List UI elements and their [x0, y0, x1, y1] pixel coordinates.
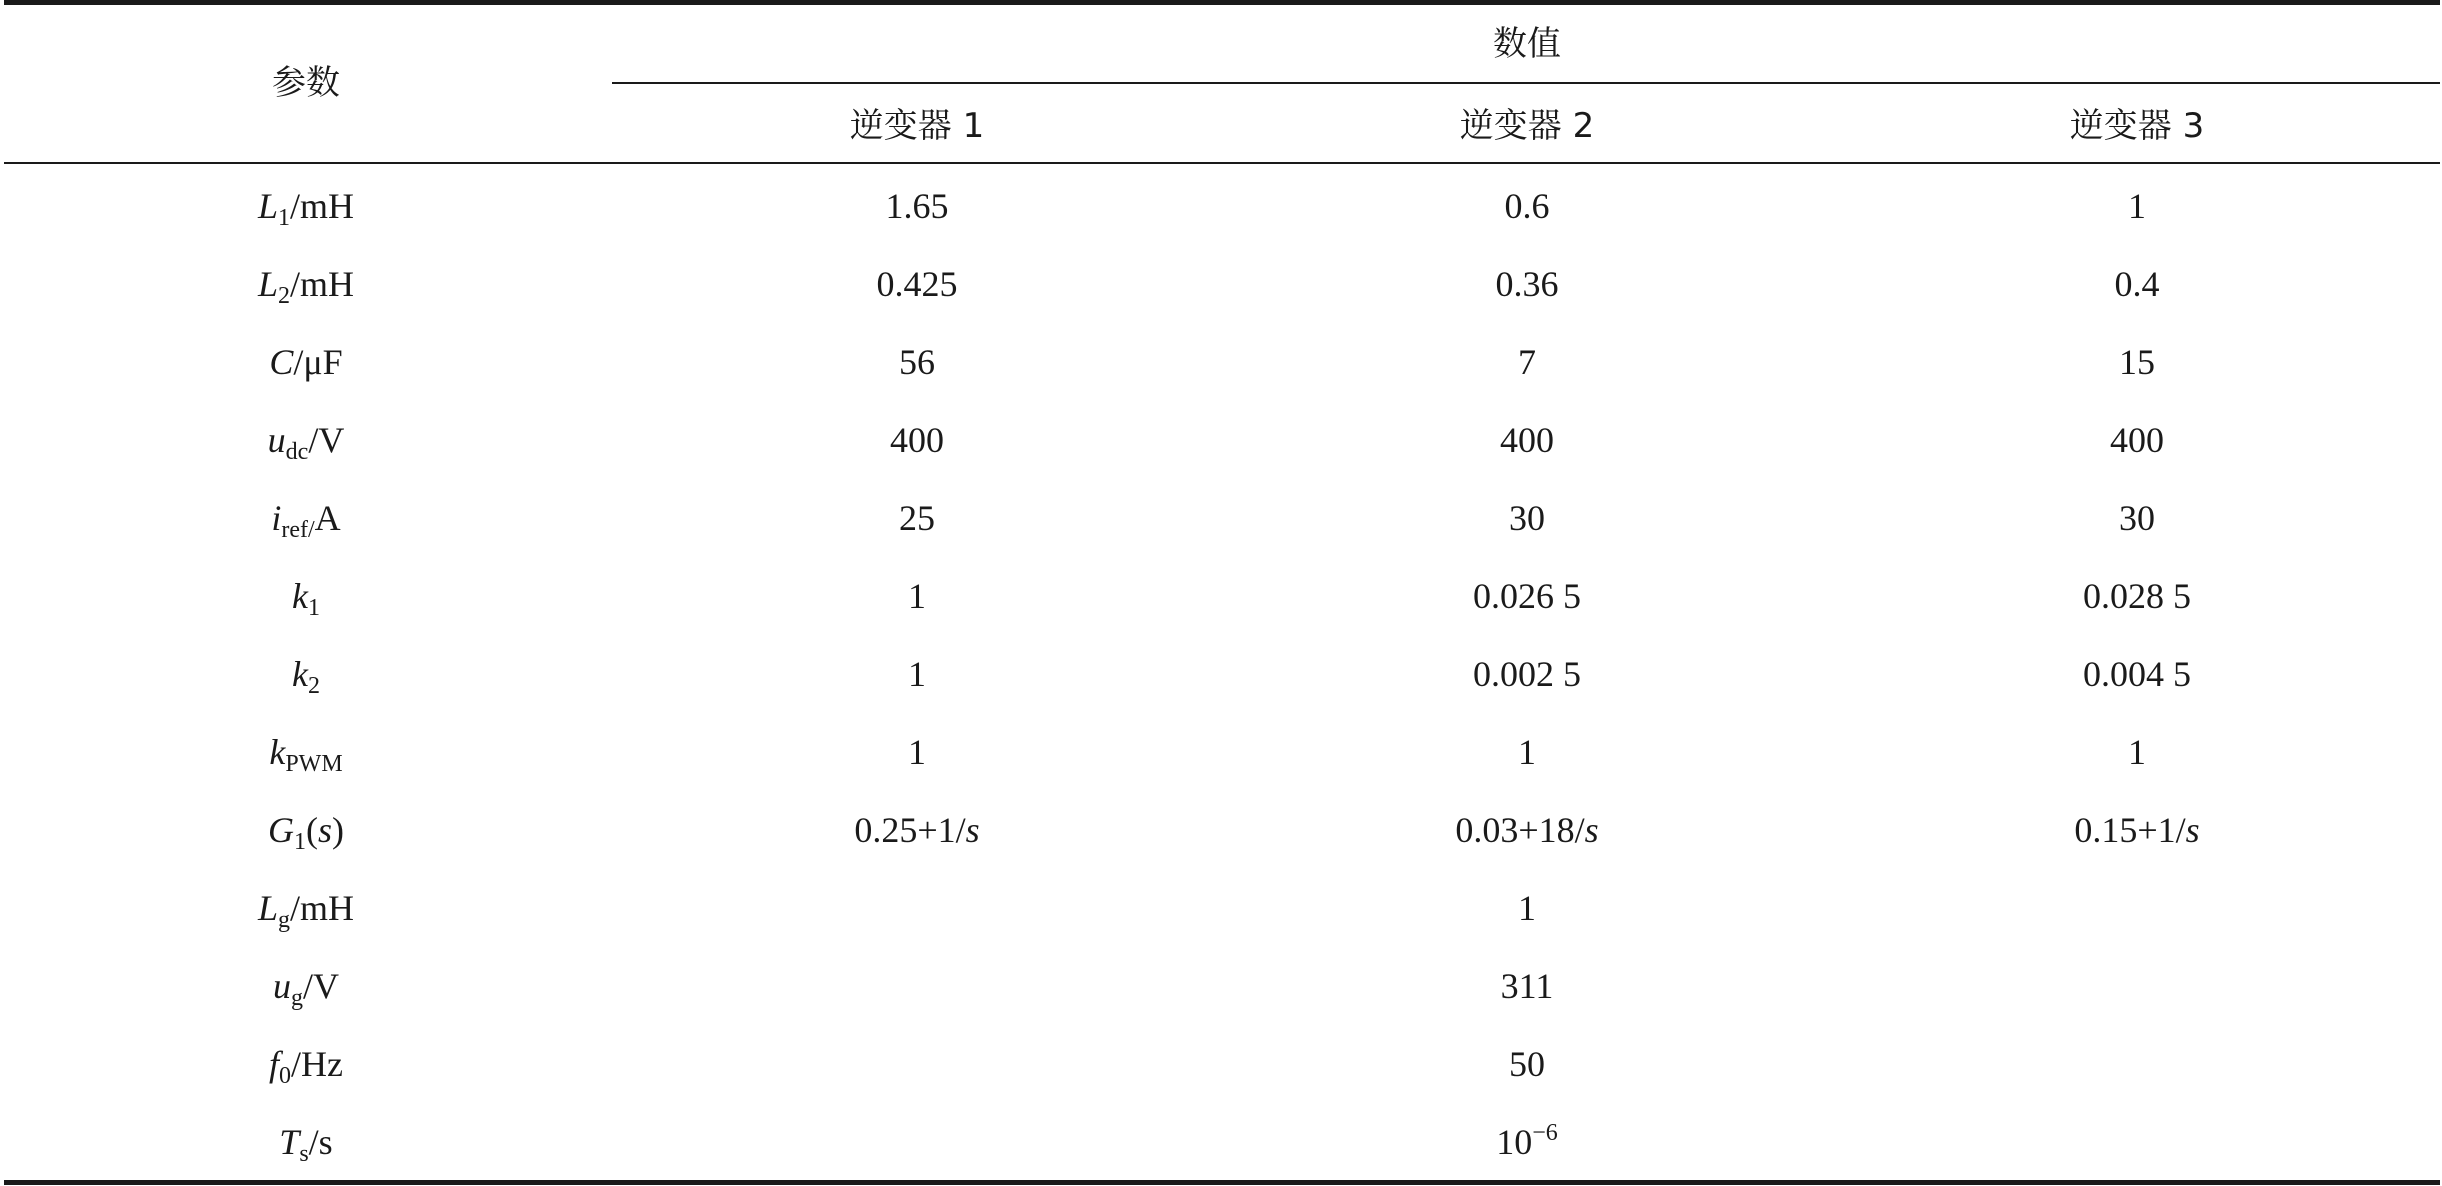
- table-cell: 56: [899, 342, 935, 382]
- param-L1: $L_1/mH$: [257, 186, 355, 231]
- table-cell: 0.026 5: [1473, 576, 1581, 616]
- table-cell: 400: [890, 420, 944, 460]
- table-cell: 400: [2110, 420, 2164, 460]
- header-inverter-1: 逆变器 1: [849, 106, 985, 146]
- header-inverter-2: 逆变器 2: [1459, 106, 1595, 146]
- table-cell: 7: [1518, 342, 1536, 382]
- table-cell: 0.028 5: [2083, 576, 2191, 616]
- table-cell: 1: [908, 654, 926, 694]
- table-cell: 0.36: [1495, 264, 1559, 304]
- table-cell: 1.65: [885, 186, 949, 226]
- table-cell-shared: $10^{-6}$: [1496, 1120, 1558, 1162]
- table-cell: 1: [2128, 186, 2146, 226]
- table-cell: 0.002 5: [1473, 654, 1581, 694]
- param-Lg: $L_g/mH$: [257, 888, 355, 933]
- param-kpwm: $k_{PWM}$: [269, 732, 343, 777]
- param-k2: $k_2$: [292, 654, 320, 699]
- header-inverter-3: 逆变器 3: [2069, 106, 2205, 146]
- table-cell: 400: [1500, 420, 1554, 460]
- table-cell-shared: 50: [1509, 1044, 1545, 1084]
- param-udc: $u_{dc}/V$: [267, 420, 345, 465]
- table-cell: 25: [899, 498, 935, 538]
- table-cell: 0.15+1/s: [2074, 810, 2200, 850]
- table-cell: 1: [1518, 732, 1536, 772]
- table-cell: 1: [908, 732, 926, 772]
- table-cell: 0.4: [2114, 264, 2160, 304]
- table-top-rule: [4, 0, 2440, 5]
- table-cell: 0.004 5: [2083, 654, 2191, 694]
- param-C: C/μF: [269, 342, 343, 382]
- table-cell: 1: [908, 576, 926, 616]
- table-bottom-rule: [4, 1180, 2440, 1185]
- table-cell: 30: [2119, 498, 2155, 538]
- table-cell: 0.25+1/s: [854, 810, 980, 850]
- table-cell-shared: 311: [1500, 966, 1554, 1006]
- header-value-group: 数值: [1493, 24, 1561, 64]
- param-f0: $f_0/Hz$: [269, 1044, 343, 1089]
- header-param: 参数: [272, 63, 340, 103]
- param-G1s: $G_1(s)$: [267, 810, 344, 855]
- table-cell: 30: [1509, 498, 1545, 538]
- table-cell-shared: 1: [1518, 888, 1536, 928]
- table-cell: 1: [2128, 732, 2146, 772]
- param-L2: $L_2/mH$: [257, 264, 355, 309]
- table-cell: 0.03+18/s: [1455, 810, 1599, 850]
- table-cell: 0.6: [1504, 186, 1550, 226]
- param-ug: $u_g/V$: [273, 966, 339, 1011]
- param-k1: $k_1$: [292, 576, 320, 621]
- header-bottom-rule: [4, 162, 2440, 164]
- table-cell: 15: [2119, 342, 2155, 382]
- value-group-rule: [612, 82, 2440, 84]
- param-iref: $i_{ref/}A$: [271, 498, 341, 543]
- table-cell: 0.425: [876, 264, 958, 304]
- param-Ts: $T_s/s$: [279, 1122, 333, 1167]
